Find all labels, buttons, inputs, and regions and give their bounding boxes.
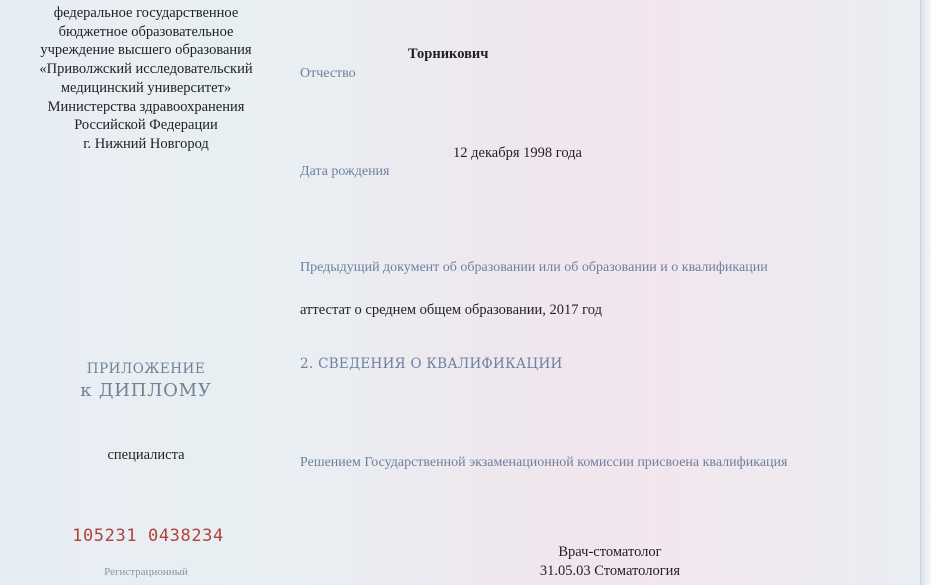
patronymic-label: Отчество — [300, 66, 356, 81]
org-line: учреждение высшего образования — [40, 42, 252, 59]
left-column — [0, 0, 292, 585]
org-line: бюджетное образовательное — [58, 23, 234, 40]
org-line: медицинский университет» — [60, 79, 232, 96]
previous-doc-label: Предыдущий документ об образовании или об образовании и о квалификации — [300, 260, 768, 275]
organization-block — [0, 4, 292, 154]
birth-date-label: Дата рождения — [300, 164, 390, 179]
appendix-title-line1: ПРИЛОЖЕНИЕ — [86, 361, 206, 377]
qualification-code: 31.05.03 Стоматология — [539, 563, 681, 579]
qualification-title: Врач-стоматолог — [558, 544, 662, 560]
org-line: г. Нижний Новгород — [83, 135, 209, 152]
qualification-decision: Решением Государственной экзаменационной комиссии присвоена квалификация — [300, 455, 788, 470]
org-line: Российской Федерации — [74, 117, 218, 134]
appendix-title-line2: к ДИПЛОМУ — [80, 380, 212, 401]
qualification-block — [460, 543, 760, 581]
org-line: «Приволжский исследовательский — [39, 61, 253, 78]
section-2-title: 2. СВЕДЕНИЯ О КВАЛИФИКАЦИИ — [300, 356, 563, 372]
degree-level: специалиста — [107, 447, 185, 463]
previous-doc-value: аттестат о среднем общем образовании, 2017 год — [300, 302, 602, 318]
serial-number: 105231 0438234 — [72, 526, 224, 546]
patronymic-value: Торникович — [408, 46, 489, 62]
appendix-title — [0, 360, 292, 404]
sheet-edge — [920, 0, 931, 585]
org-line: Министерства здравоохранения — [47, 98, 245, 115]
birth-date-value: 12 декабря 1998 года — [453, 145, 582, 161]
org-line: федеральное государственное — [53, 5, 239, 21]
registration-label: Регистрационный — [104, 566, 188, 578]
right-column — [300, 0, 920, 585]
